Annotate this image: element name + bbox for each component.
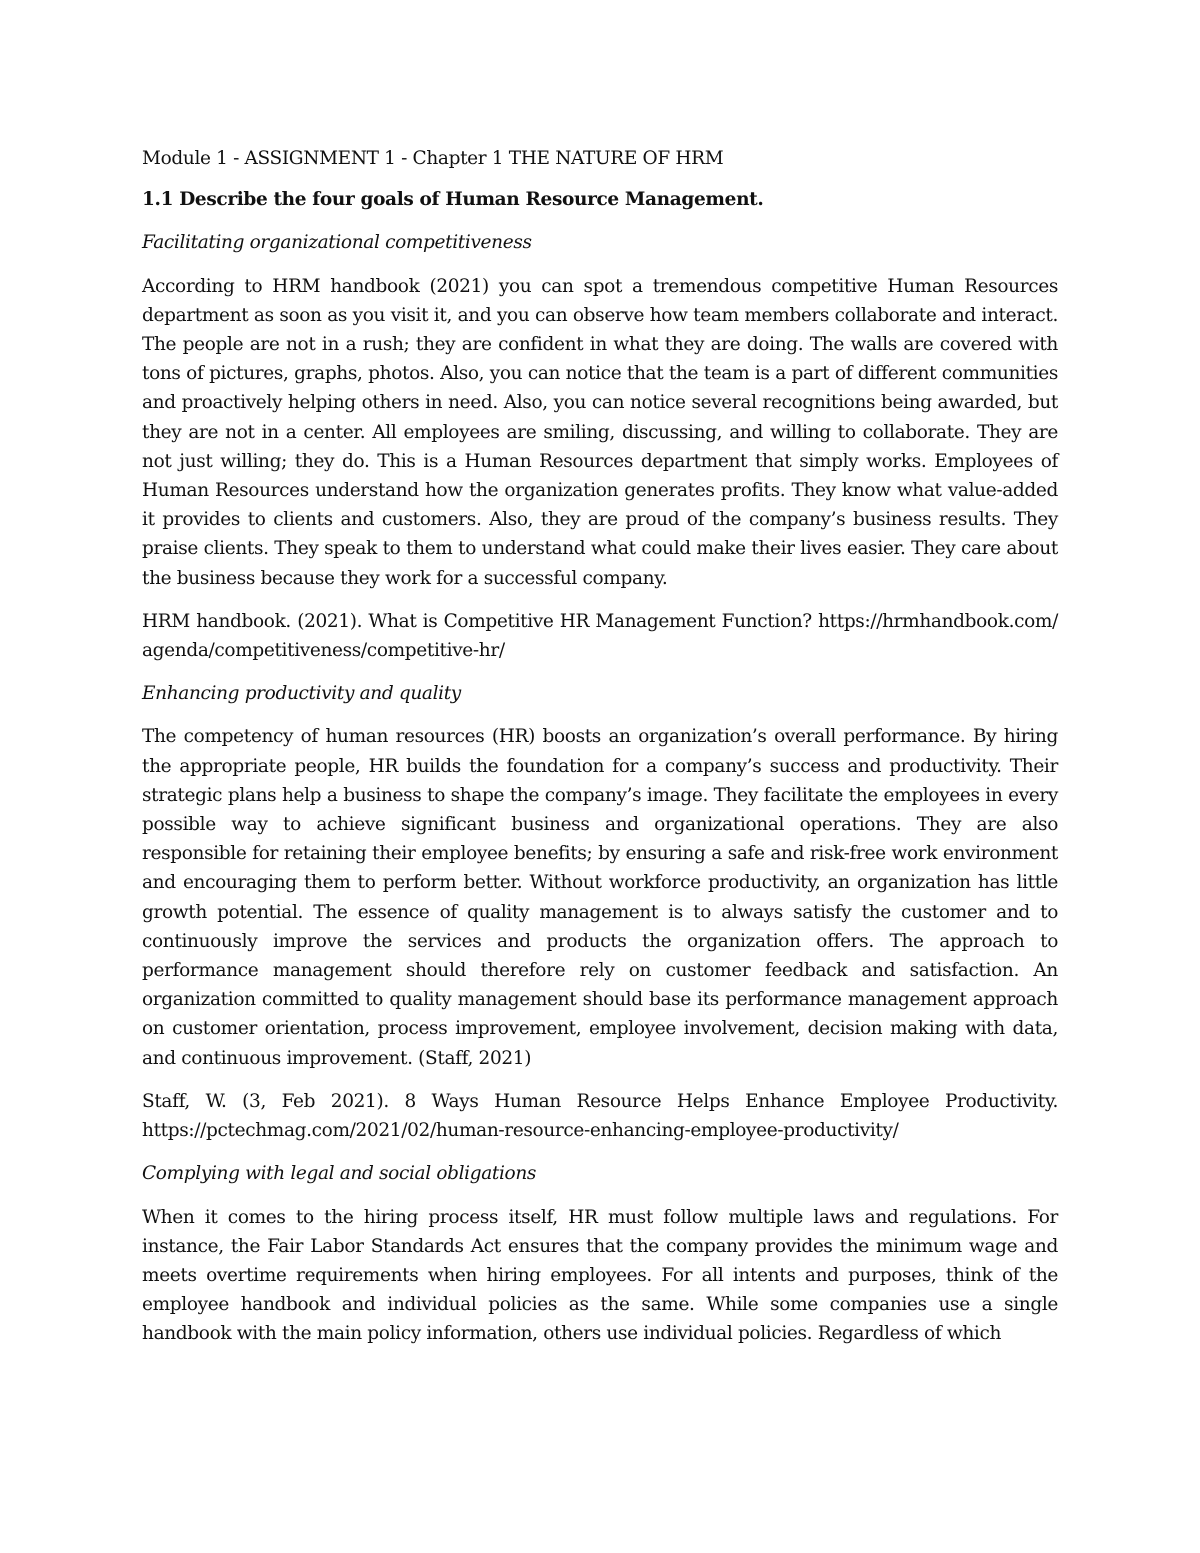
question-heading: 1.1 Describe the four goals of Human Resource Management. [142, 189, 764, 211]
section-body: When it comes to the hiring process itself, HR must follow multiple laws and regulations. For instance, the Fair Labor Standards Act ensures that the company provides the minimum wage and meets overtime requirements when hiring employees. For all intents and purposes, think of the employee handbook and individual policies as the same. While some companies use a single handbook with the main policy information, others use individual policies. Regardless of which [142, 1206, 1058, 1345]
section-heading: Enhancing productivity and quality [142, 683, 461, 705]
document-content [142, 144, 1058, 1363]
document-title: Module 1 - ASSIGNMENT 1 - Chapter 1 THE NATURE OF HRM [142, 148, 724, 169]
section-heading: Facilitating organizational competitiveness [142, 232, 532, 254]
section-heading: Complying with legal and social obligations [142, 1163, 537, 1185]
section-reference: Staff, W. (3, Feb 2021). 8 Ways Human Resource Helps Enhance Employee Productivity. https://pctechmag.com/2021/02/human-resource-enhancing-employee-productivity/ [142, 1090, 1058, 1142]
section-body: According to HRM handbook (2021) you can spot a tremendous competitive Human Resources department as soon as you visit it, and you can observe how team members collaborate and interact. The people are not in a rush; they are confident in what they are doing. The walls are covered with tons of pictures, graphs, photos. Also, you can notice that the team is a part of different communities and proactively helping others in need. Also, you can notice several recognitions being awarded, but they are not in a center. All employees are smiling, discussing, and willing to collaborate. They are not just willing; they do. This is a Human Resources department that simply works. Employees of Human Resources understand how the organization generates profits. They know what value-added it provides to clients and customers. Also, they are proud of the company’s business results. They praise clients. They speak to them to understand what could make their lives easier. They care about the business because they work for a successful company. [142, 275, 1058, 589]
section-body: The competency of human resources (HR) boosts an organization’s overall performance. By hiring the appropriate people, HR builds the foundation for a company’s success and productivity. Their strategic plans help a business to shape the company’s image. They facilitate the employees in every possible way to achieve significant business and organizational operations. They are also responsible for retaining their employee benefits; by ensuring a safe and risk-free work environment and encouraging them to perform better. Without workforce productivity, an organization has little growth potential. The essence of quality management is to always satisfy the customer and to continuously improve the services and products the organization offers. The approach to performance management should therefore rely on customer feedback and satisfaction. An organization committed to quality management should base its performance management approach on customer orientation, process improvement, employee involvement, decision making with data, and continuous improvement. (Staff, 2021) [142, 726, 1058, 1069]
section-reference: HRM handbook. (2021). What is Competitive HR Management Function? https://hrmhandbook.com/agenda/competitiveness/competitive-hr/ [142, 610, 1058, 662]
